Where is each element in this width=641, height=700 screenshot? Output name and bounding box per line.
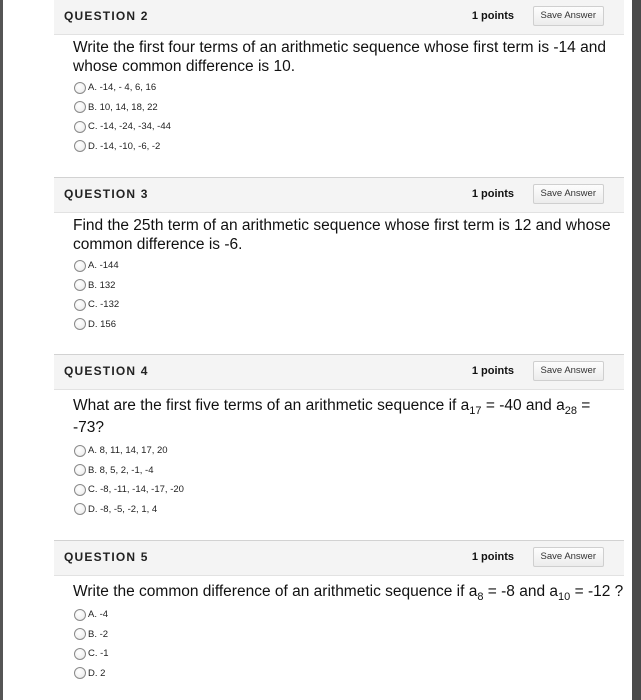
radio-button[interactable] [74,648,86,660]
question-text-part: = -8 and a [483,583,559,600]
radio-button[interactable] [74,609,86,621]
answer-option-label: D. 156 [88,318,116,330]
radio-button[interactable] [74,101,86,113]
question-5 [54,540,624,683]
subscript-index: 28 [564,405,577,417]
subscript-index: 10 [558,591,571,603]
answer-option[interactable] [74,644,624,664]
answer-option-label: B. 132 [88,279,116,291]
question-3 [54,177,624,334]
question-body [54,390,624,519]
answer-option[interactable] [74,441,624,461]
question-text: Find the 25th term of an arithmetic sequence whose first term is 12 and whose common difference is -6. [73,217,611,253]
answer-option-label: A. 8, 11, 14, 17, 20 [88,445,168,457]
answer-option[interactable] [74,605,624,625]
window-frame-right [632,0,641,700]
radio-button[interactable] [74,260,86,272]
question-body [54,35,624,156]
question-points: 1 points [471,551,514,563]
save-answer-button[interactable]: Save Answer [533,361,604,381]
question-text: Write the first four terms of an arithmetic sequence whose first term is -14 and whose common difference is 10. [73,39,606,75]
question-text [54,395,624,439]
radio-button[interactable] [74,445,86,457]
question-header [54,177,624,213]
question-body [54,576,624,683]
save-answer-button[interactable]: Save Answer [533,6,604,26]
answer-option-label: C. -14, -24, -34, -44 [88,121,171,133]
answer-option[interactable] [74,664,624,684]
question-points: 1 points [471,188,514,200]
answer-option[interactable] [74,500,624,520]
answer-option-label: C. -1 [88,648,109,660]
question-title: QUESTION 5 [64,550,149,564]
answer-option[interactable] [74,78,624,98]
answer-option[interactable] [74,625,624,645]
answer-option-label: D. -14, -10, -6, -2 [88,140,161,152]
radio-button[interactable] [74,484,86,496]
answer-option-label: B. -2 [88,628,109,640]
question-text-part: What are the first five terms of an arithmetic sequence if a [73,397,470,414]
answer-option-label: D. -8, -5, -2, 1, 4 [88,503,158,515]
answer-options [54,605,624,683]
answer-option-label: B. 10, 14, 18, 22 [88,101,158,113]
answer-option-label: B. 8, 5, 2, -1, -4 [88,464,154,476]
question-text-part: = -73? [73,397,591,436]
question-header [54,0,624,35]
question-4 [54,354,624,519]
answer-option-label: A. -14, - 4, 6, 16 [88,82,157,94]
answer-option[interactable] [74,276,624,296]
answer-option-label: D. 2 [88,667,106,679]
answer-options [54,256,624,334]
answer-option-label: C. -132 [88,299,120,311]
radio-button[interactable] [74,121,86,133]
question-text-part: Write the common difference of an arithmetic sequence if a [73,583,478,600]
radio-button[interactable] [74,628,86,640]
question-header [54,540,624,576]
quiz-page [3,0,632,700]
question-points: 1 points [471,365,514,377]
save-answer-button[interactable]: Save Answer [533,547,604,567]
radio-button[interactable] [74,667,86,679]
question-body [54,213,624,334]
answer-option[interactable] [74,461,624,481]
question-text-part: = -40 and a [481,397,565,414]
radio-button[interactable] [74,82,86,94]
radio-button[interactable] [74,140,86,152]
subscript-index: 8 [477,591,484,603]
subscript-index: 17 [469,405,482,417]
radio-button[interactable] [74,299,86,311]
answer-option-label: A. -4 [88,609,109,621]
radio-button[interactable] [74,503,86,515]
answer-option-label: A. -144 [88,260,119,272]
question-header [54,354,624,390]
answer-option[interactable] [74,137,624,157]
answer-options [54,441,624,519]
question-2 [54,0,624,156]
answer-option[interactable] [74,256,624,276]
answer-option[interactable] [74,117,624,137]
answer-option[interactable] [74,315,624,335]
answer-option[interactable] [74,295,624,315]
answer-option[interactable] [74,480,624,500]
answer-option[interactable] [74,98,624,118]
radio-button[interactable] [74,279,86,291]
radio-button[interactable] [74,464,86,476]
question-title: QUESTION 4 [64,364,149,378]
answer-options [54,78,624,156]
question-title: QUESTION 2 [64,9,149,23]
question-points: 1 points [471,10,514,22]
question-text-part: = -12 ? [570,583,624,600]
question-title: QUESTION 3 [64,187,149,201]
question-text [54,581,624,603]
save-answer-button[interactable]: Save Answer [533,184,604,204]
answer-option-label: C. -8, -11, -14, -17, -20 [88,484,184,496]
radio-button[interactable] [74,318,86,330]
